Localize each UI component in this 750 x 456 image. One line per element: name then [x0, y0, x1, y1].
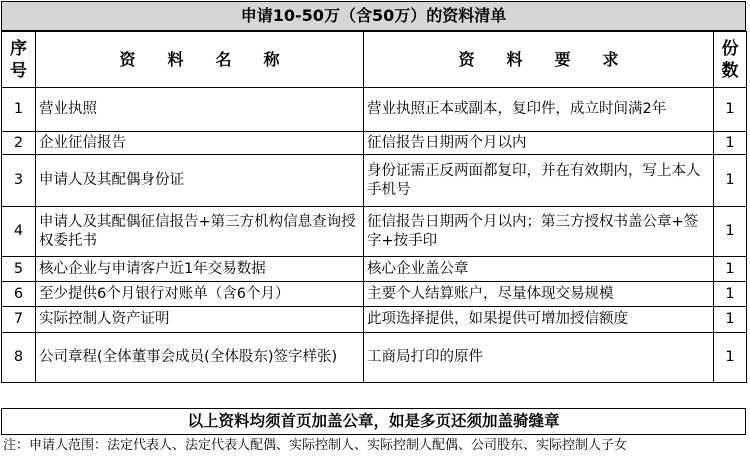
table-row [2, 155, 747, 207]
row-requirement: 此项选择提供，如果提供可增加授信额度 [364, 307, 714, 333]
table-header-row [2, 32, 747, 88]
row-no: 2 [2, 132, 36, 155]
row-no: 4 [2, 207, 36, 257]
row-qty: 1 [714, 207, 747, 257]
row-qty: 1 [714, 155, 747, 207]
row-name: 营业执照 [36, 88, 364, 132]
footer-requirement: 以上资料均须首页加盖公章，如是多页还须加盖骑缝章 [1, 408, 746, 435]
row-name: 核心企业与申请客户近1年交易数据 [36, 257, 364, 282]
row-no: 6 [2, 282, 36, 307]
table-row [2, 132, 747, 155]
table-row [2, 333, 747, 383]
header-name: 资 料 名 称 [36, 32, 364, 88]
row-requirement: 身份证需正反两面都复印，并在有效期内，写上本人手机号 [364, 155, 714, 207]
row-no: 1 [2, 88, 36, 132]
row-name: 申请人及其配偶征信报告+第三方机构信息查询授权委托书 [36, 207, 364, 257]
row-requirement: 营业执照正本或副本，复印件，成立时间满2年 [364, 88, 714, 132]
row-qty: 1 [714, 282, 747, 307]
materials-table [1, 31, 747, 383]
header-qty: 份数 [714, 32, 747, 88]
row-no: 8 [2, 333, 36, 383]
document-title: 申请10-50万（含50万）的资料清单 [1, 1, 746, 31]
table-row [2, 282, 747, 307]
table-row [2, 88, 747, 132]
row-requirement: 核心企业盖公章 [364, 257, 714, 282]
row-requirement: 主要个人结算账户，尽量体现交易规模 [364, 282, 714, 307]
header-no: 序号 [2, 32, 36, 88]
table-row [2, 207, 747, 257]
row-qty: 1 [714, 88, 747, 132]
row-no: 3 [2, 155, 36, 207]
row-name: 至少提供6个月银行对账单（含6个月） [36, 282, 364, 307]
row-requirement: 征信报告日期两个月以内 [364, 132, 714, 155]
applicant-scope-note: 注：申请人范围：法定代表人、法定代表人配偶、实际控制人、实际控制人配偶、公司股东、实际控制人子女 [3, 438, 628, 453]
row-qty: 1 [714, 333, 747, 383]
row-qty: 1 [714, 132, 747, 155]
row-requirement: 征信报告日期两个月以内；第三方授权书盖公章+签字+按手印 [364, 207, 714, 257]
row-no: 5 [2, 257, 36, 282]
table-row [2, 307, 747, 333]
row-name: 公司章程(全体董事会成员(全体股东)签字样张) [36, 333, 364, 383]
row-qty: 1 [714, 257, 747, 282]
row-requirement: 工商局打印的原件 [364, 333, 714, 383]
row-name: 实际控制人资产证明 [36, 307, 364, 333]
table-row [2, 257, 747, 282]
row-no: 7 [2, 307, 36, 333]
row-qty: 1 [714, 307, 747, 333]
row-name: 申请人及其配偶身份证 [36, 155, 364, 207]
row-name: 企业征信报告 [36, 132, 364, 155]
header-requirement: 资 料 要 求 [364, 32, 714, 88]
